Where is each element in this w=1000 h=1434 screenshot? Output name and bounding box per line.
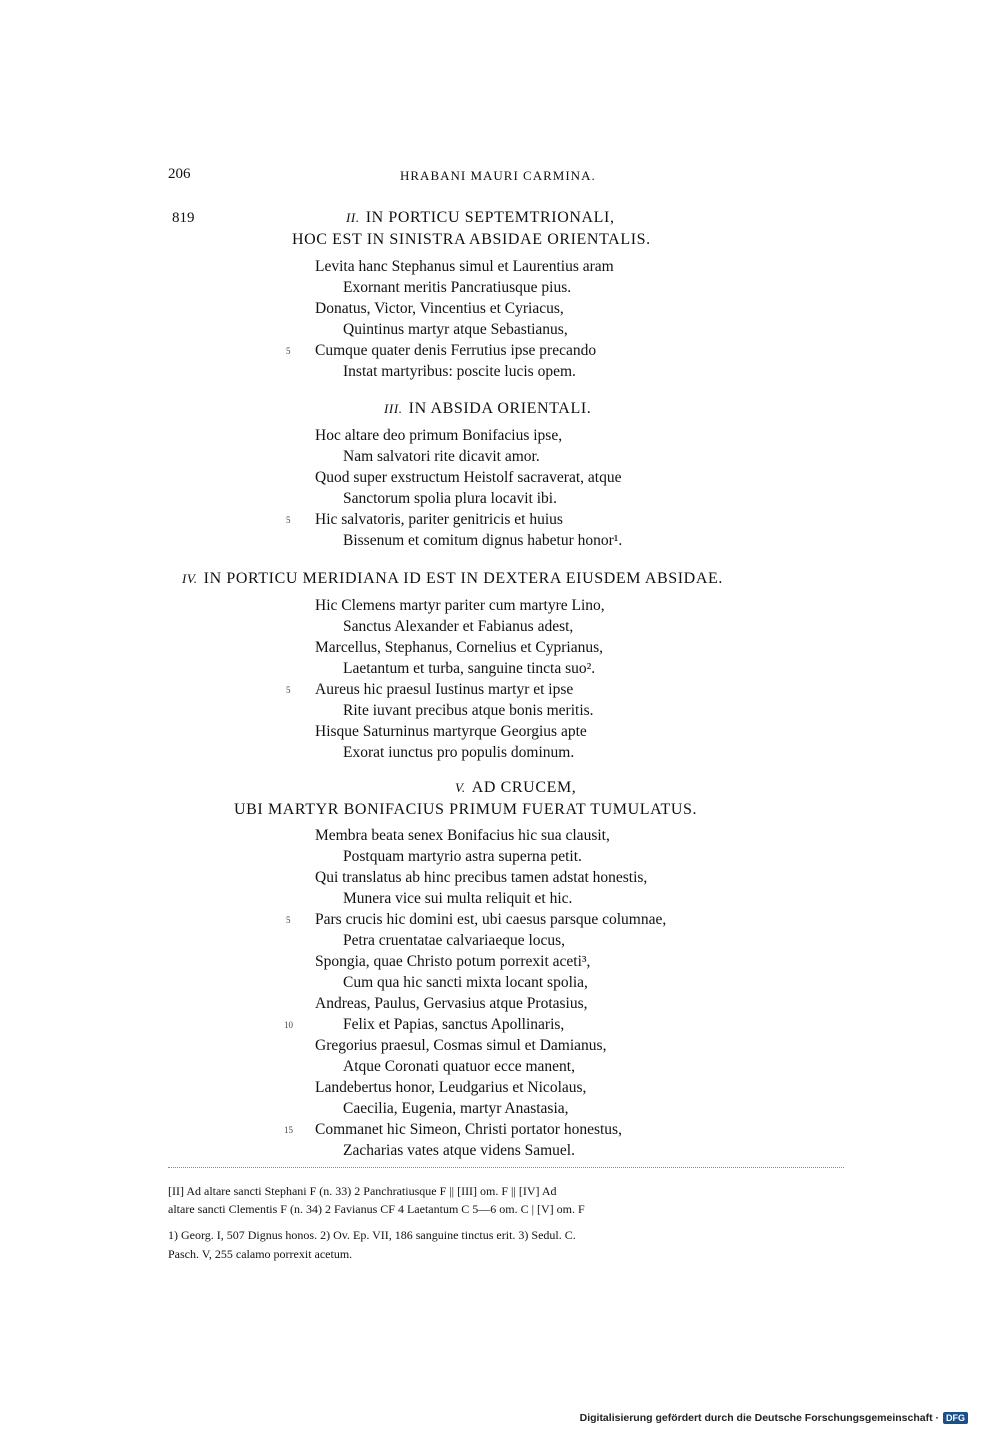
verse-line: Rite iuvant precibus atque bonis meritis. [343,702,594,719]
section-number: V. [455,780,466,795]
verse-line: Aureus hic praesul Iustinus martyr et ipse [315,681,574,698]
verse-line: Quod super exstructum Heistolf sacraverat, atque [315,469,622,486]
verse-line: Gregorius praesul, Cosmas simul et Damianus, [315,1037,607,1054]
section-heading-iii [384,400,591,418]
verse-line: Marcellus, Stephanus, Cornelius et Cyprianus, [315,639,603,656]
line-number: 5 [286,685,291,695]
apparatus-line: [II] Ad altare sancti Stephani F (n. 33) 2 Panchratiusque F || [III] om. F || [IV] Ad [168,1184,557,1198]
verse-line: Laetantum et turba, sanguine tincta suo². [343,660,596,677]
section-title-line2: HOC EST IN SINISTRA ABSIDAE ORIENTALIS. [292,231,651,248]
section-heading-ii [346,209,615,227]
page-number: 206 [168,166,191,182]
verse-line: Hoc altare deo primum Bonifacius ipse, [315,427,563,444]
side-number: 819 [172,210,195,226]
footnote-line: Pasch. V, 255 calamo porrexit acetum. [168,1247,353,1261]
verse-line: Spongia, quae Christo potum porrexit aceti³, [315,953,591,970]
verse-line: Exorat iunctus pro populis dominum. [343,744,575,761]
verse-line: Sanctorum spolia plura locavit ibi. [343,490,557,507]
dfg-logo: DFG [943,1412,968,1424]
verse-line: Pars crucis hic domini est, ubi caesus parsque columnae, [315,911,667,928]
verse-line: Atque Coronati quatuor ecce manent, [343,1058,575,1075]
footnote-divider [168,1167,844,1168]
line-number: 15 [284,1125,293,1135]
verse-line: Membra beata senex Bonifacius hic sua clausit, [315,827,610,844]
verse-line: Petra cruentatae calvariaeque locus, [343,932,566,949]
verse-line: Andreas, Paulus, Gervasius atque Protasius, [315,995,588,1012]
line-number: 5 [286,915,291,925]
section-title: IN ABSIDA ORIENTALI. [408,400,592,417]
section-title-line2: UBI MARTYR BONIFACIUS PRIMUM FUERAT TUMULATUS. [234,801,698,818]
verse-line: Postquam martyrio astra superna petit. [343,848,582,865]
verse-line: Quintinus martyr atque Sebastianus, [343,321,568,338]
verse-line: Caecilia, Eugenia, martyr Anastasia, [343,1100,569,1117]
verse-line: Hic salvatoris, pariter genitricis et huius [315,511,563,528]
verse-line: Exornant meritis Pancratiusque pius. [343,279,572,296]
verse-line: Munera vice sui multa reliquit et hic. [343,890,573,907]
footnote-line: 1) Georg. I, 507 Dignus honos. 2) Ov. Ep. VII, 186 sanguine tinctus erit. 3) Sedul. C. [168,1228,576,1242]
verse-line: Instat martyribus: poscite lucis opem. [343,363,576,380]
credit-text: Digitalisierung gefördert durch die Deutsche Forschungsgemeinschaft · [579,1412,939,1424]
section-heading-v [455,779,576,797]
digitization-credit [580,1412,968,1424]
section-title: IN PORTICU MERIDIANA ID EST IN DEXTERA EIUSDEM ABSIDAE. [203,570,723,587]
verse-line: Levita hanc Stephanus simul et Laurentius aram [315,258,614,275]
section-number: IV. [182,571,198,586]
verse-line: Sanctus Alexander et Fabianus adest, [343,618,574,635]
apparatus-line: altare sancti Clementis F (n. 34) 2 Favianus CF 4 Laetantum C 5—6 om. C | [V] om. F [168,1202,585,1216]
verse-line: Zacharias vates atque videns Samuel. [343,1142,575,1159]
line-number: 5 [286,515,291,525]
section-title: AD CRUCEM, [471,779,577,796]
line-number: 5 [286,346,291,356]
verse-line: Hic Clemens martyr pariter cum martyre Lino, [315,597,605,614]
section-heading-iv [182,570,723,588]
line-number: 10 [284,1020,293,1030]
verse-line: Felix et Papias, sanctus Apollinaris, [343,1016,565,1033]
section-number: III. [384,401,403,416]
verse-line: Landebertus honor, Leudgarius et Nicolaus, [315,1079,587,1096]
verse-line: Cumque quater denis Ferrutius ipse precando [315,342,597,359]
verse-line: Bissenum et comitum dignus habetur honor¹. [343,532,623,549]
running-title: HRABANI MAURI CARMINA. [400,168,596,183]
section-title: IN PORTICU SEPTEMTRIONALI, [365,209,615,226]
verse-line: Hisque Saturninus martyrque Georgius apte [315,723,587,740]
verse-line: Qui translatus ab hinc precibus tamen adstat honestis, [315,869,648,886]
verse-line: Donatus, Victor, Vincentius et Cyriacus, [315,300,564,317]
verse-line: Commanet hic Simeon, Christi portator honestus, [315,1121,622,1138]
verse-line: Nam salvatori rite dicavit amor. [343,448,540,465]
verse-line: Cum qua hic sancti mixta locant spolia, [343,974,588,991]
section-number: II. [346,210,360,225]
